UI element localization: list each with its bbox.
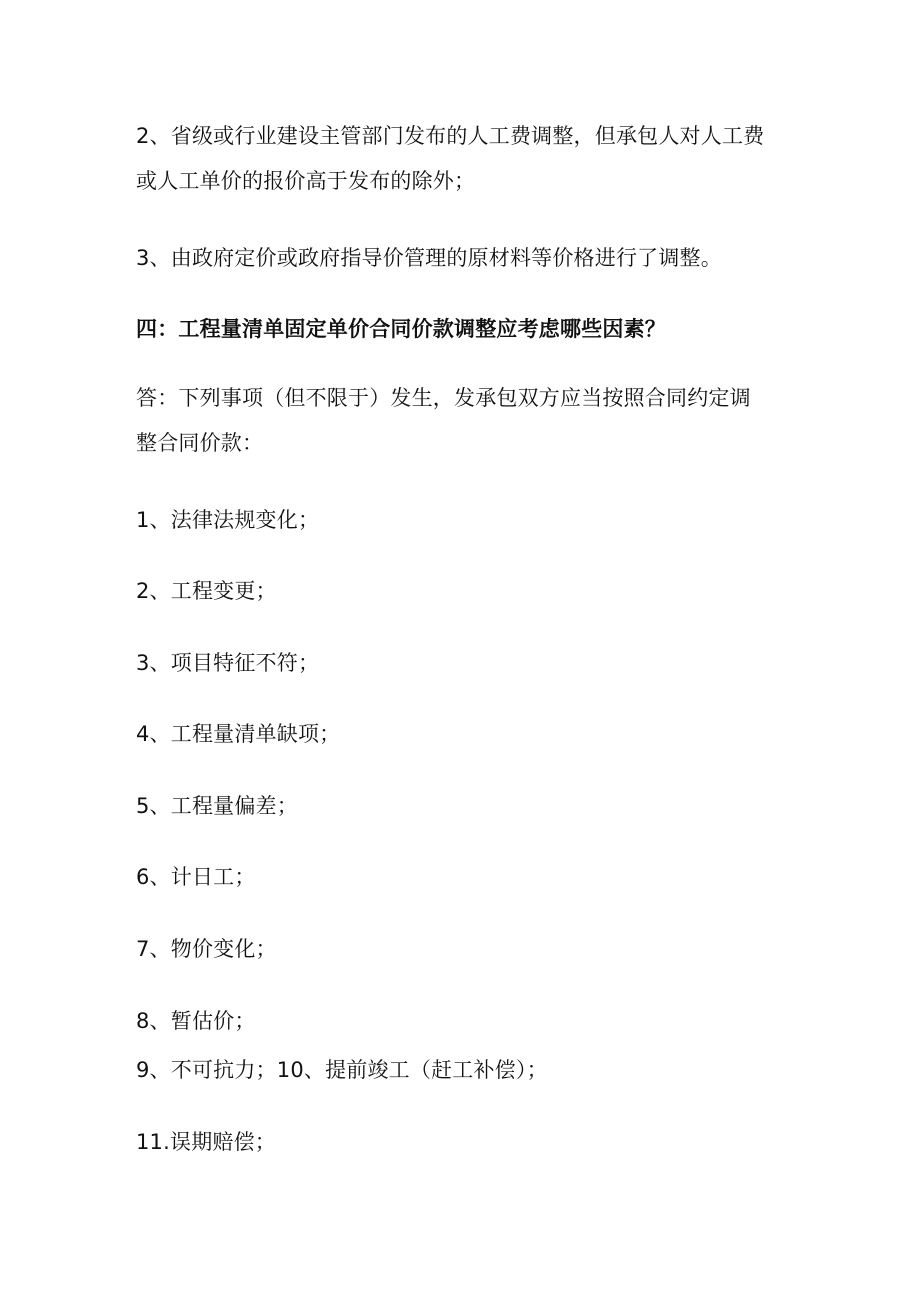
list-item-6: 6、计日工； — [136, 865, 256, 889]
list-item-1: 1、法律法规变化； — [136, 508, 320, 532]
list-item-11: 11.误期赔偿； — [136, 1130, 276, 1154]
list-item-3: 3、项目特征不符； — [136, 651, 320, 675]
list-item-2: 2、工程变更； — [136, 579, 277, 603]
list-item-9-10: 9、不可抗力；10、提前竣工（赶工补偿）； — [136, 1058, 548, 1082]
list-item-5: 5、工程量偏差； — [136, 794, 298, 818]
section-heading: 四：工程量清单固定单价合同价款调整应考虑哪些因素？ — [136, 317, 666, 341]
list-item-8: 8、暂估价； — [136, 1009, 256, 1033]
list-item-7: 7、物价变化； — [136, 937, 277, 961]
paragraph-material-price: 3、由政府定价或政府指导价管理的原材料等价格进行了调整。 — [136, 246, 722, 270]
list-item-4: 4、工程量清单缺项； — [136, 722, 341, 746]
paragraph-labor-cost-line1: 2、省级或行业建设主管部门发布的人工费调整，但承包人对人工费 — [136, 124, 765, 148]
answer-line2: 整合同价款： — [136, 431, 264, 455]
answer-line1: 答：下列事项（但不限于）发生，发承包双方应当按照合同约定调 — [136, 386, 751, 410]
paragraph-labor-cost-line2: 或人工单价的报价高于发布的除外； — [136, 169, 476, 193]
